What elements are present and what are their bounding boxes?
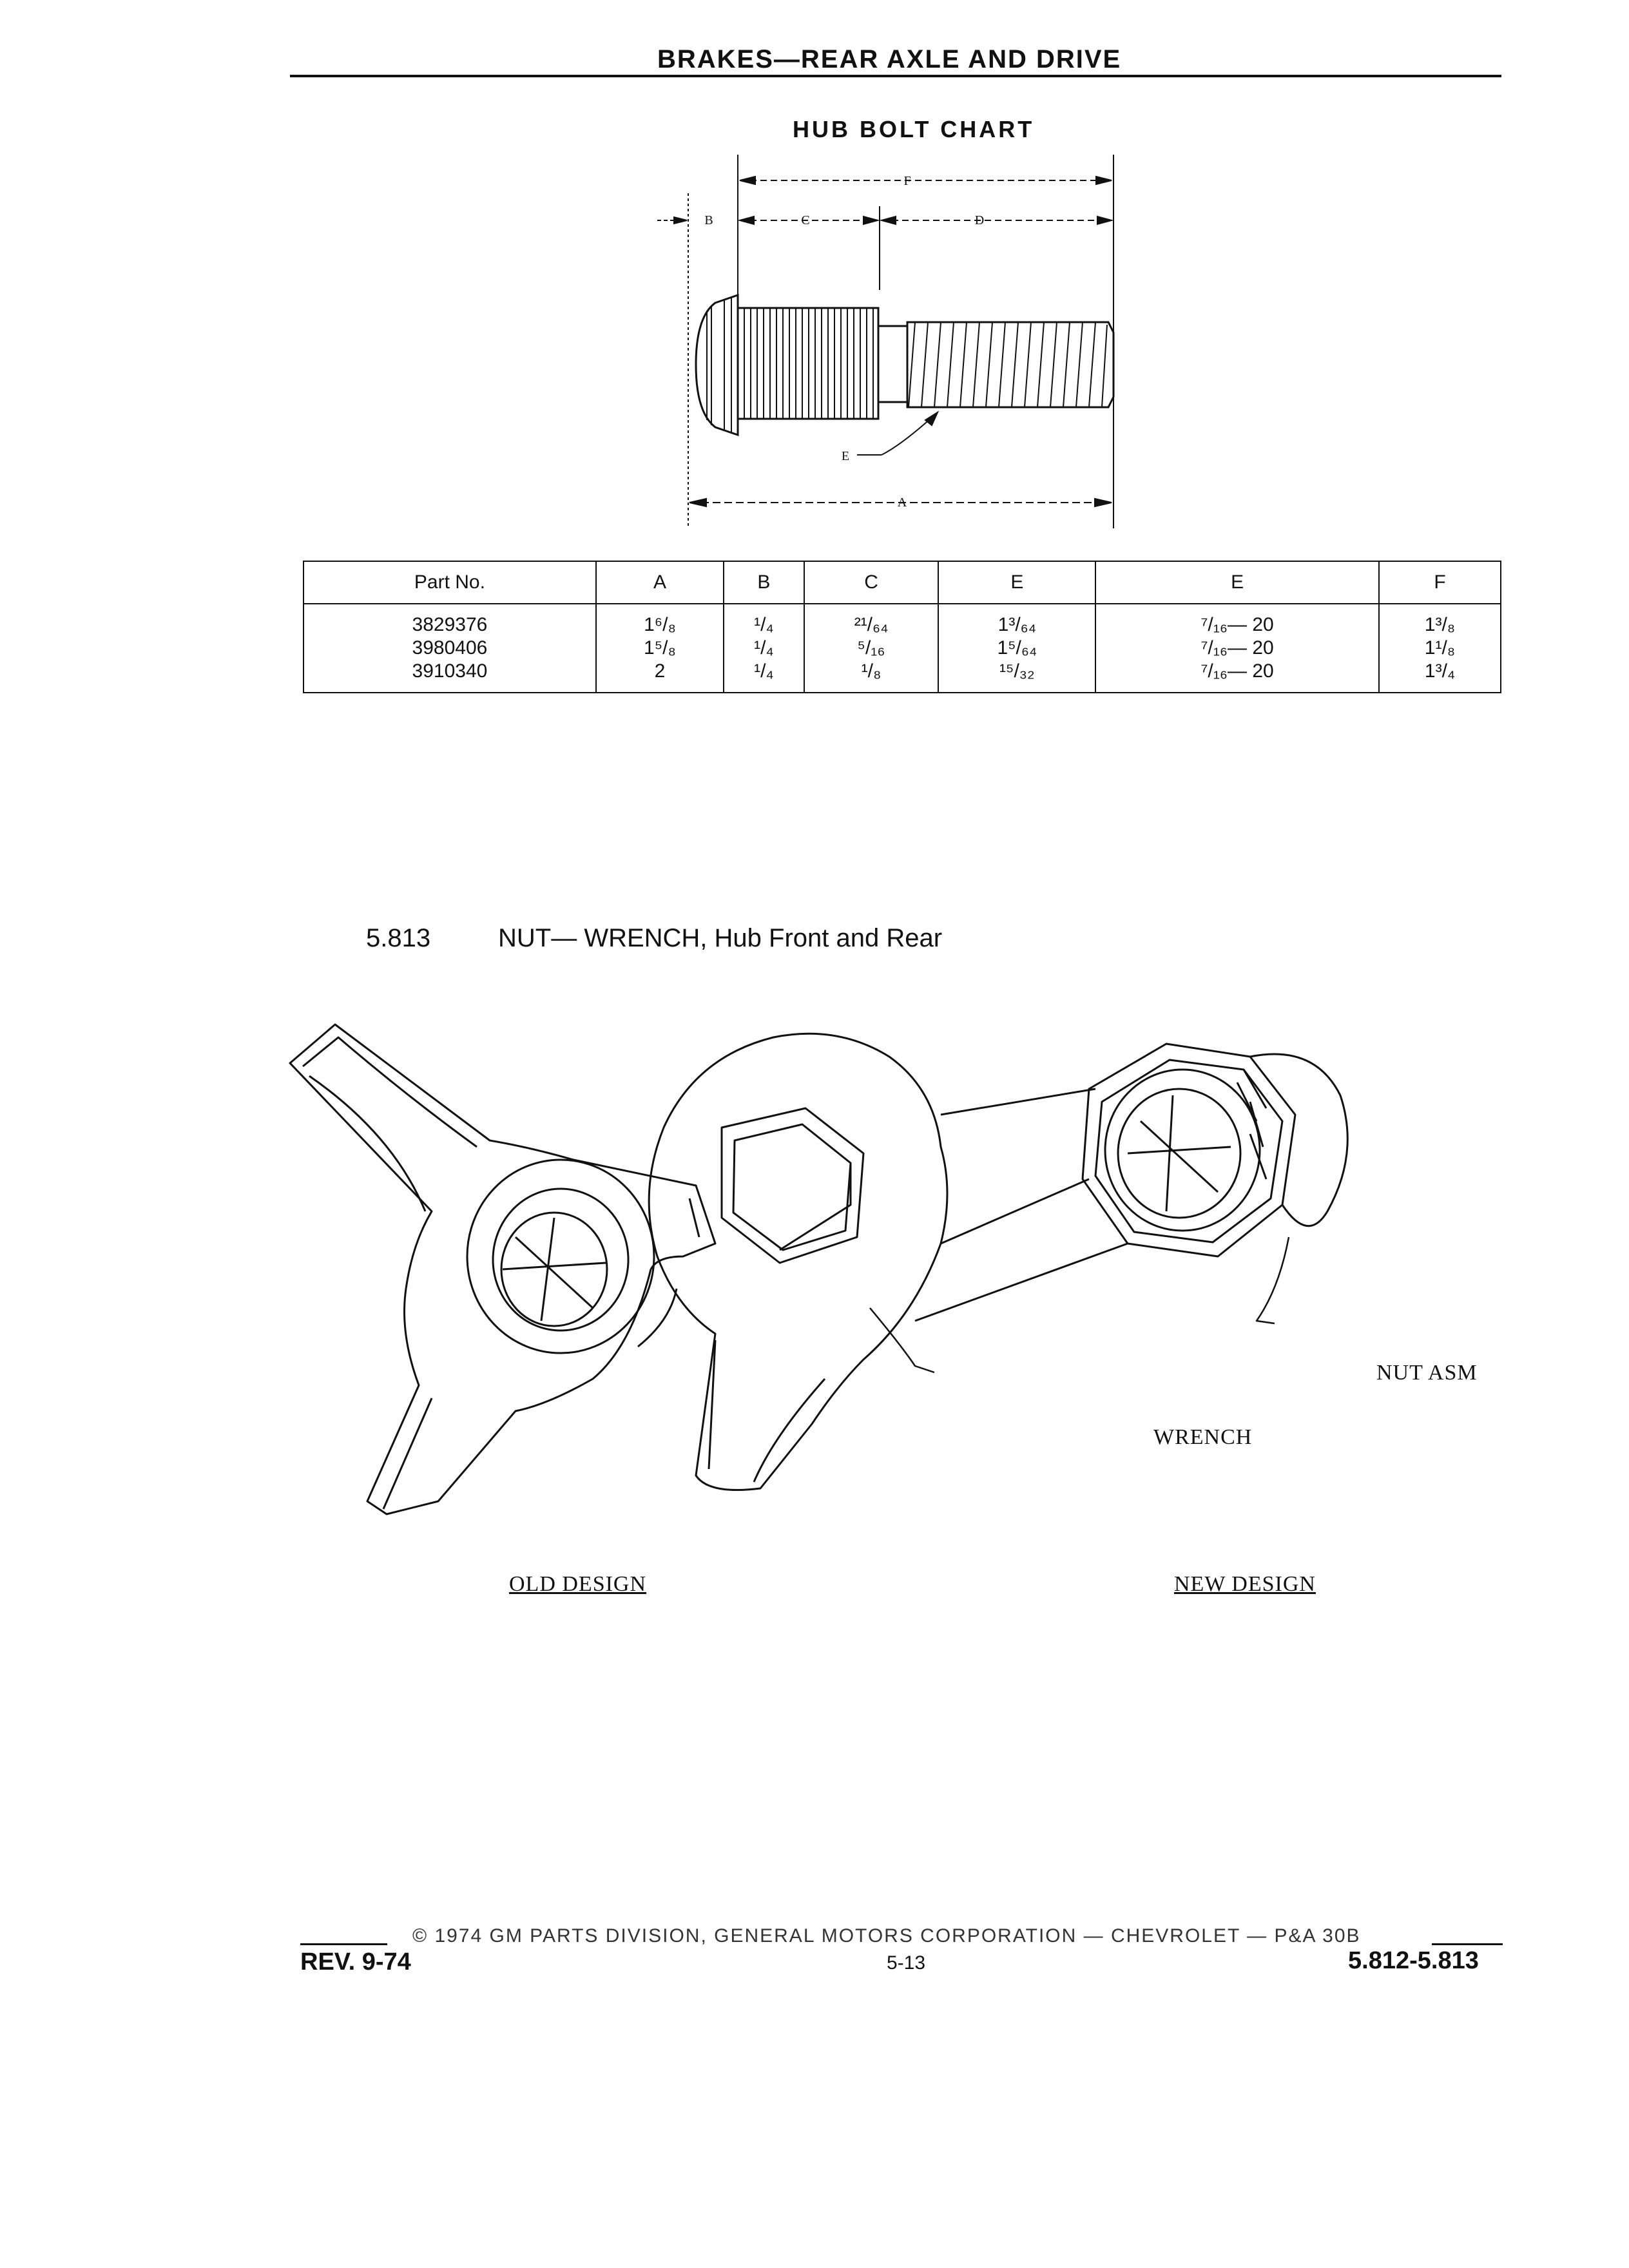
thread-size-cell xyxy=(1095,604,1379,693)
dimension-label-c: C xyxy=(801,213,810,227)
chart-title: HUB BOLT CHART xyxy=(793,116,1035,142)
column-header: E xyxy=(1095,561,1379,604)
dimension-label-a: A xyxy=(897,495,907,510)
table-header-row xyxy=(304,561,1501,604)
dimension-label-d: D xyxy=(974,213,985,227)
dimension-a-value: 1⁶/₈ xyxy=(644,614,676,635)
dimension-label-b: B xyxy=(704,213,713,227)
footer-copyright: © 1974 GM PARTS DIVISION, GENERAL MOTORS CORPORATION — CHEVROLET — P&A 30B xyxy=(412,1925,1361,1946)
footer-rule xyxy=(1432,1943,1503,1945)
page-header-title: BRAKES—REAR AXLE AND DRIVE xyxy=(657,45,1122,73)
dimension-c-value: ⁵/₁₆ xyxy=(857,637,885,658)
dimension-c-value: ²¹/₆₄ xyxy=(854,614,889,635)
dimension-c-value: ¹/₈ xyxy=(861,660,882,682)
dimension-f-value: 1¹/₈ xyxy=(1424,637,1456,658)
new-design-label: NEW DESIGN xyxy=(1174,1572,1316,1596)
dimension-f-value: 1³/₈ xyxy=(1424,614,1456,635)
wrench-drawing xyxy=(649,1033,947,1490)
part-number: 3829376 xyxy=(412,614,488,635)
dimension-e-value: ¹⁵/₃₂ xyxy=(999,660,1035,682)
thread-size-value: ⁷/₁₆— 20 xyxy=(1200,660,1274,682)
dimension-f-value: 1³/₄ xyxy=(1424,660,1456,682)
old-design-spinner-drawing xyxy=(290,1024,715,1514)
section-heading xyxy=(366,924,942,953)
dimension-label-f: F xyxy=(903,174,911,188)
hub-bolt-diagram xyxy=(644,142,1160,541)
dimension-e-value: 1³/₆₄ xyxy=(998,614,1037,635)
dimension-e-cell xyxy=(938,604,1095,693)
dimension-e-value: 1⁵/₆₄ xyxy=(997,637,1037,658)
section-number: 5.813 xyxy=(366,924,431,952)
column-header: Part No. xyxy=(304,561,596,604)
nut-wrench-illustration xyxy=(271,986,1534,1591)
dimension-b-cell xyxy=(724,604,804,693)
nut-assembly-drawing xyxy=(915,1044,1347,1321)
section-range: 5.812-5.813 xyxy=(1348,1947,1479,1974)
dimension-c-cell xyxy=(804,604,939,693)
footer-rule xyxy=(300,1943,387,1945)
section-title: NUT— WRENCH, Hub Front and Rear xyxy=(498,924,943,952)
column-header: A xyxy=(596,561,724,604)
column-header: F xyxy=(1379,561,1501,604)
column-header: B xyxy=(724,561,804,604)
part-number: 3980406 xyxy=(412,637,488,658)
revision-label: REV. 9-74 xyxy=(300,1948,411,1975)
old-design-label: OLD DESIGN xyxy=(509,1572,647,1596)
dimension-a-value: 2 xyxy=(654,660,666,682)
dimension-a-cell xyxy=(596,604,724,693)
nut-asm-label: NUT ASM xyxy=(1376,1361,1478,1385)
dimension-b-value: ¹/₄ xyxy=(754,637,774,658)
table-row xyxy=(304,604,1501,693)
page-number: 5-13 xyxy=(887,1952,926,1974)
header-rule xyxy=(290,75,1501,77)
dimension-b-value: ¹/₄ xyxy=(754,660,774,682)
thread-size-value: ⁷/₁₆— 20 xyxy=(1200,637,1274,658)
part-number-cell xyxy=(304,604,596,693)
column-header: C xyxy=(804,561,939,604)
column-header: E xyxy=(938,561,1095,604)
dimension-b-value: ¹/₄ xyxy=(754,614,774,635)
dimension-label-e: E xyxy=(841,449,850,463)
thread-size-value: ⁷/₁₆— 20 xyxy=(1200,614,1274,635)
dimension-f-cell xyxy=(1379,604,1501,693)
hub-bolt-table xyxy=(303,561,1501,693)
dimension-a-value: 1⁵/₈ xyxy=(644,637,676,658)
part-number: 3910340 xyxy=(412,660,488,682)
wrench-label: WRENCH xyxy=(1153,1425,1253,1449)
